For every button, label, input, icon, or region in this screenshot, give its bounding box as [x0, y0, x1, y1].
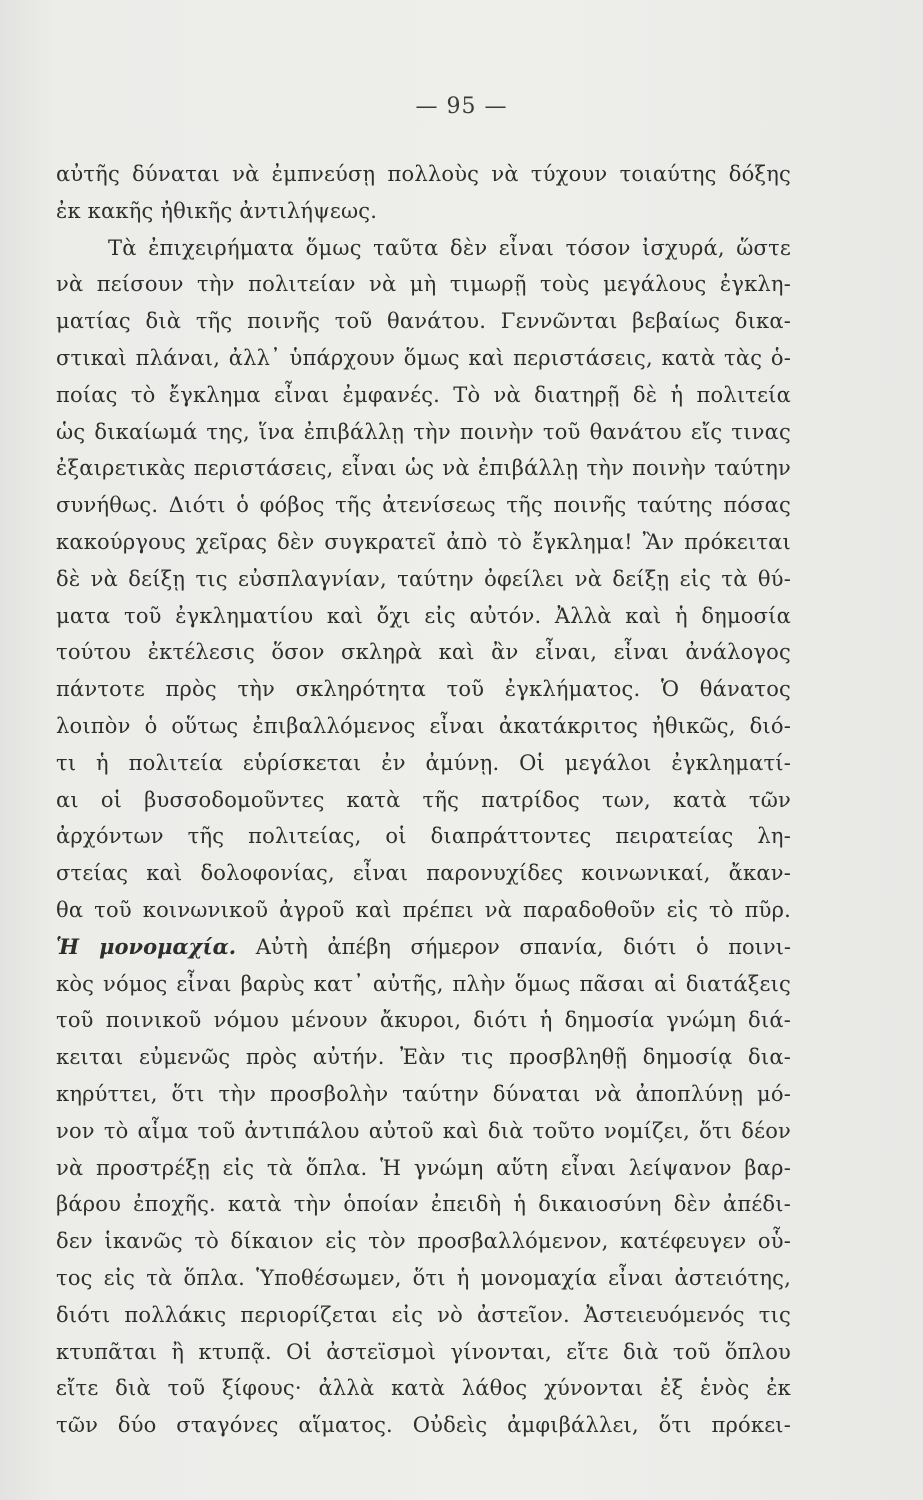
- text-line: πάντοτε πρὸς τὴν σκληρότητα τοῦ ἐγκλήματος. Ὁ θάνατος: [56, 677, 791, 702]
- text-line: εἴτε διὰ τοῦ ξίφους· ἀλλὰ κατὰ λάθος χύνονται ἐξ ἑνὸς ἐκ: [56, 1376, 791, 1401]
- text-line: ποίας τὸ ἔγκλημα εἶναι ἐμφανές. Τὸ νὰ διατηρῇ δὲ ἡ πολιτεία: [56, 382, 791, 407]
- text-line: ματα τοῦ ἐγκληματίου καὶ ὄχι εἰς αὐτόν. Ἀλλὰ καὶ ἡ δημοσία: [56, 603, 791, 628]
- text-line: κὸς νόμος εἶναι βαρὺς κατ᾽ αὐτῆς, πλὴν ὅμως πᾶσαι αἱ διατάξεις: [56, 971, 791, 996]
- text-line: Τὰ ἐπιχειρήματα ὅμως ταῦτα δὲν εἶναι τόσον ἰσχυρά, ὥστε: [108, 235, 791, 260]
- text-line: λοιπὸν ὁ οὕτως ἐπιβαλλόμενος εἶναι ἀκατάκριτος ἠθικῶς, διό-: [56, 713, 791, 738]
- text-line: ὡς δικαίωμά της, ἵνα ἐπιβάλλῃ τὴν ποινὴν τοῦ θανάτου εἴς τινας: [56, 419, 791, 444]
- section-heading: Ἡ μονομαχία.: [56, 933, 237, 959]
- text-line: νὰ προστρέξῃ εἰς τὰ ὅπλα. Ἡ γνώμη αὕτη εἶναι λείψανον βαρ-: [56, 1155, 791, 1180]
- section-first-line: [56, 929, 791, 966]
- text-line: ἐξαιρετικὰς περιστάσεις, εἶναι ὡς νὰ ἐπιβάλλῃ τὴν ποινὴν ταύτην: [56, 456, 791, 481]
- text-line: ἐκ κακῆς ἠθικῆς ἀντιλήψεως.: [56, 198, 378, 223]
- text-line: δεν ἱκανῶς τὸ δίκαιον εἰς τὸν προσβαλλόμενον, κατέφευγεν οὗ-: [56, 1229, 791, 1254]
- text-line: κτυπᾶται ἢ κτυπᾷ. Οἱ ἀστεϊσμοὶ γίνονται, εἴτε διὰ τοῦ ὅπλου: [56, 1339, 791, 1364]
- section-first-line-text: Αὐτὴ ἀπέβη σήμερον σπανία, διότι ὁ ποινι-: [255, 934, 791, 959]
- text-line: τι ἡ πολιτεία εὑρίσκεται ἐν ἀμύνῃ. Οἱ μεγάλοι ἐγκληματί-: [56, 750, 791, 775]
- text-line: νον τὸ αἷμα τοῦ ἀντιπάλου αὐτοῦ καὶ διὰ τοῦτο νομίζει, ὅτι δέον: [56, 1118, 791, 1143]
- text-line: στικαὶ πλάναι, ἀλλ᾽ ὑπάρχουν ὅμως καὶ περιστάσεις, κατὰ τὰς ὁ-: [56, 345, 791, 370]
- text-line: αι οἱ βυσσοδομοῦντες κατὰ τῆς πατρίδος των, κατὰ τῶν: [56, 787, 791, 812]
- text-line: τούτου ἐκτέλεσις ὅσον σκληρὰ καὶ ἂν εἶναι, εἶναι ἀνάλογος: [56, 640, 791, 665]
- text-line: ματίας διὰ τῆς ποινῆς τοῦ θανάτου. Γεννῶνται βεβαίως δικα-: [56, 309, 791, 334]
- text-line: νὰ πείσουν τὴν πολιτείαν νὰ μὴ τιμωρῇ τοὺς μεγάλους ἐγκλη-: [56, 272, 791, 297]
- text-line: ἀρχόντων τῆς πολιτείας, οἱ διαπράττοντες πειρατείας λη-: [56, 824, 791, 849]
- body-text: [56, 156, 791, 1444]
- text-line: κηρύττει, ὅτι τὴν προσβολὴν ταύτην δύναται νὰ ἀποπλύνῃ μό-: [56, 1081, 791, 1106]
- page-number: — 95 —: [415, 94, 508, 119]
- text-line: συνήθως. Διότι ὁ φόβος τῆς ἀτενίσεως τῆς ποινῆς ταύτης πόσας: [56, 493, 791, 518]
- text-line: τῶν δύο σταγόνες αἵματος. Οὐδεὶς ἀμφιβάλλει, ὅτι πρόκει-: [56, 1413, 791, 1438]
- text-line: θα τοῦ κοινωνικοῦ ἀγροῦ καὶ πρέπει νὰ παραδοθοῦν εἰς τὸ πῦρ.: [56, 897, 791, 922]
- text-line: τος εἰς τὰ ὅπλα. Ὑποθέσωμεν, ὅτι ἡ μονομαχία εἶναι ἀστειότης,: [56, 1265, 791, 1290]
- text-line: δὲ νὰ δείξῃ τις εὐσπλαγνίαν, ταύτην ὀφείλει νὰ δείξῃ εἰς τὰ θύ-: [56, 566, 791, 591]
- text-line: κακούργους χεῖρας δὲν συγκρατεῖ ἀπὸ τὸ ἔγκλημα! Ἂν πρόκειται: [56, 529, 791, 554]
- text-line: διότι πολλάκις περιορίζεται εἰς νὸ ἀστεῖον. Ἀστειευόμενός τις: [56, 1302, 791, 1327]
- text-line: αὐτῆς δύναται νὰ ἐμπνεύσῃ πολλοὺς νὰ τύχουν τοιαύτης δόξης: [56, 162, 791, 186]
- text-line: στείας καὶ δολοφονίας, εἶναι παρονυχίδες κοινωνικαί, ἄκαν-: [56, 861, 791, 886]
- text-line: κειται εὐμενῶς πρὸς αὐτήν. Ἐὰν τις προσβληθῇ δημοσίᾳ δια-: [56, 1045, 791, 1070]
- text-line: βάρου ἐποχῆς. κατὰ τὴν ὁποίαν ἐπειδὴ ἡ δικαιοσύνη δὲν ἀπέδι-: [56, 1192, 791, 1217]
- text-line: τοῦ ποινικοῦ νόμου μένουν ἄκυροι, διότι ἡ δημοσία γνώμη διά-: [56, 1008, 791, 1033]
